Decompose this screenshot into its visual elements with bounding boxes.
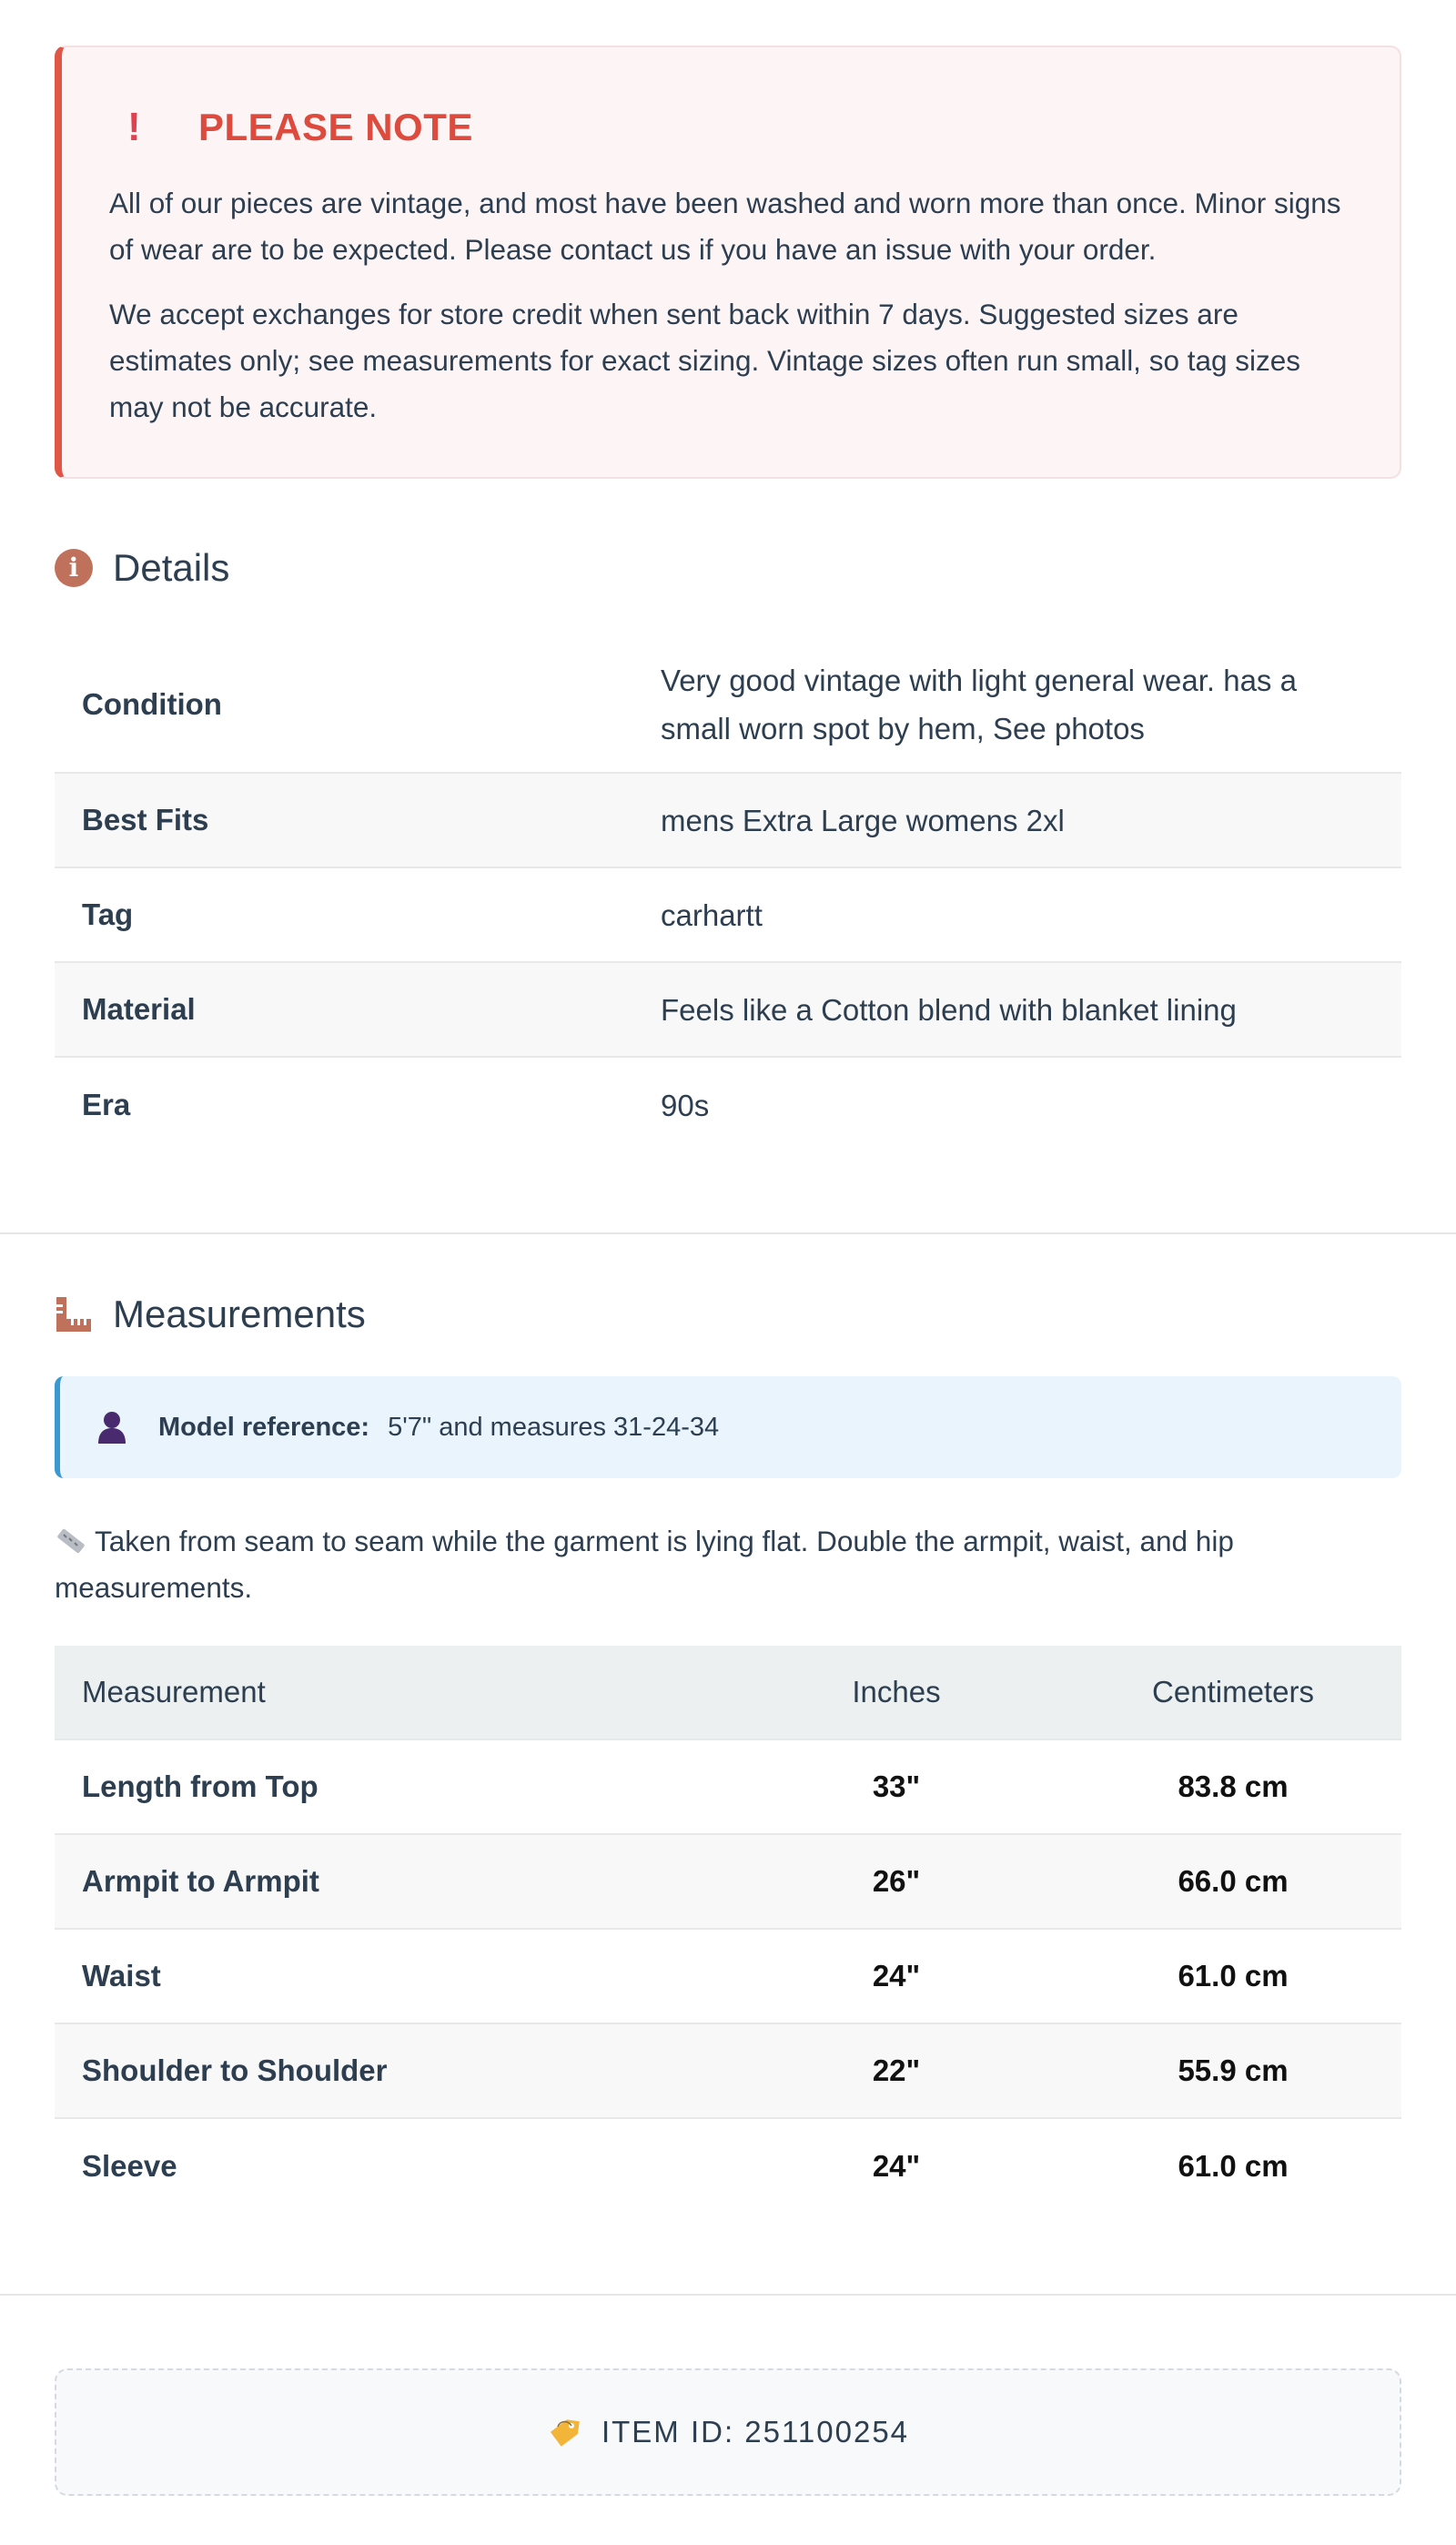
- table-row: [55, 1930, 1401, 2024]
- measurement-cm: 66.0 cm: [1178, 1864, 1289, 1898]
- details-row: [55, 963, 1401, 1058]
- measurements-table: [55, 1646, 1401, 2214]
- table-header-row: [55, 1646, 1401, 1740]
- model-reference-label: Model reference:: [158, 1412, 370, 1442]
- model-reference-value: 5'7" and measures 31-24-34: [388, 1412, 720, 1442]
- measurement-cm: 61.0 cm: [1178, 1959, 1289, 1992]
- tag-icon: [547, 2416, 581, 2449]
- column-header: Centimeters: [1152, 1675, 1314, 1708]
- details-value: 90s: [661, 1088, 710, 1122]
- details-row: [55, 868, 1401, 963]
- measurement-note: [55, 1518, 1365, 1611]
- details-value: carhartt: [661, 897, 763, 932]
- details-label: Material: [82, 992, 196, 1026]
- measurement-inches: 22": [872, 2053, 921, 2087]
- ruler-small-icon: [55, 1527, 87, 1555]
- measurement-inches: 24": [872, 2149, 921, 2183]
- exclamation-icon: !: [127, 105, 141, 149]
- notice-paragraph: We accept exchanges for store credit when sent back within 7 days. Suggested sizes are estimates only; see measurements for exact sizing. Vintage sizes often run small, so tag sizes may not be accurate.: [109, 298, 1301, 423]
- details-label: Condition: [82, 687, 222, 721]
- info-icon: i: [55, 549, 93, 587]
- measurement-name: Sleeve: [82, 2149, 177, 2183]
- measurement-name: Shoulder to Shoulder: [82, 2053, 388, 2087]
- measurement-cm: 83.8 cm: [1178, 1769, 1289, 1803]
- notice-box: [55, 46, 1401, 479]
- measurements-header: [55, 1293, 366, 1336]
- table-row: [55, 2119, 1401, 2214]
- details-value: Feels like a Cotton blend with blanket lining: [661, 992, 1237, 1027]
- details-table: [55, 637, 1401, 1152]
- details-row: [55, 1058, 1401, 1152]
- details-row: [55, 637, 1401, 774]
- measurement-note-text: Taken from seam to seam while the garment is lying flat. Double the armpit, waist, and hip measurements.: [55, 1525, 1234, 1604]
- item-id-box: [55, 2368, 1401, 2496]
- details-label: Tag: [82, 897, 134, 931]
- section-divider: [0, 2294, 1456, 2296]
- details-value: mens Extra Large womens 2xl: [661, 803, 1065, 837]
- ruler-icon: [55, 1295, 93, 1333]
- measurement-name: Length from Top: [82, 1769, 318, 1803]
- details-label: Best Fits: [82, 803, 209, 837]
- measurement-name: Waist: [82, 1959, 161, 1992]
- details-value: Very good vintage with light general wear. has a small worn spot by hem, See photos: [661, 664, 1297, 745]
- section-divider: [0, 1232, 1456, 1234]
- column-header: Measurement: [82, 1675, 266, 1708]
- measurements-title: Measurements: [113, 1293, 366, 1335]
- details-title: Details: [113, 546, 230, 589]
- details-header: [55, 546, 229, 590]
- table-row: [55, 2024, 1401, 2119]
- measurement-inches: 26": [872, 1864, 921, 1898]
- person-icon: [96, 1411, 127, 1444]
- table-row: [55, 1740, 1401, 1835]
- column-header: Inches: [852, 1675, 941, 1708]
- notice-title: PLEASE NOTE: [198, 106, 473, 148]
- measurement-cm: 55.9 cm: [1178, 2053, 1289, 2087]
- details-row: [55, 774, 1401, 868]
- measurement-name: Armpit to Armpit: [82, 1864, 319, 1898]
- table-row: [55, 1835, 1401, 1930]
- measurement-inches: 24": [872, 1959, 921, 1992]
- notice-header: [109, 102, 1352, 153]
- measurement-inches: 33": [872, 1769, 921, 1803]
- measurement-cm: 61.0 cm: [1178, 2149, 1289, 2183]
- item-id-label: ITEM ID: 251100254: [601, 2415, 910, 2449]
- notice-paragraph: All of our pieces are vintage, and most have been washed and worn more than once. Minor signs of wear are to be expected. Please contact us if you have an issue with your order.: [109, 187, 1341, 266]
- model-reference: [55, 1376, 1401, 1478]
- details-label: Era: [82, 1088, 131, 1121]
